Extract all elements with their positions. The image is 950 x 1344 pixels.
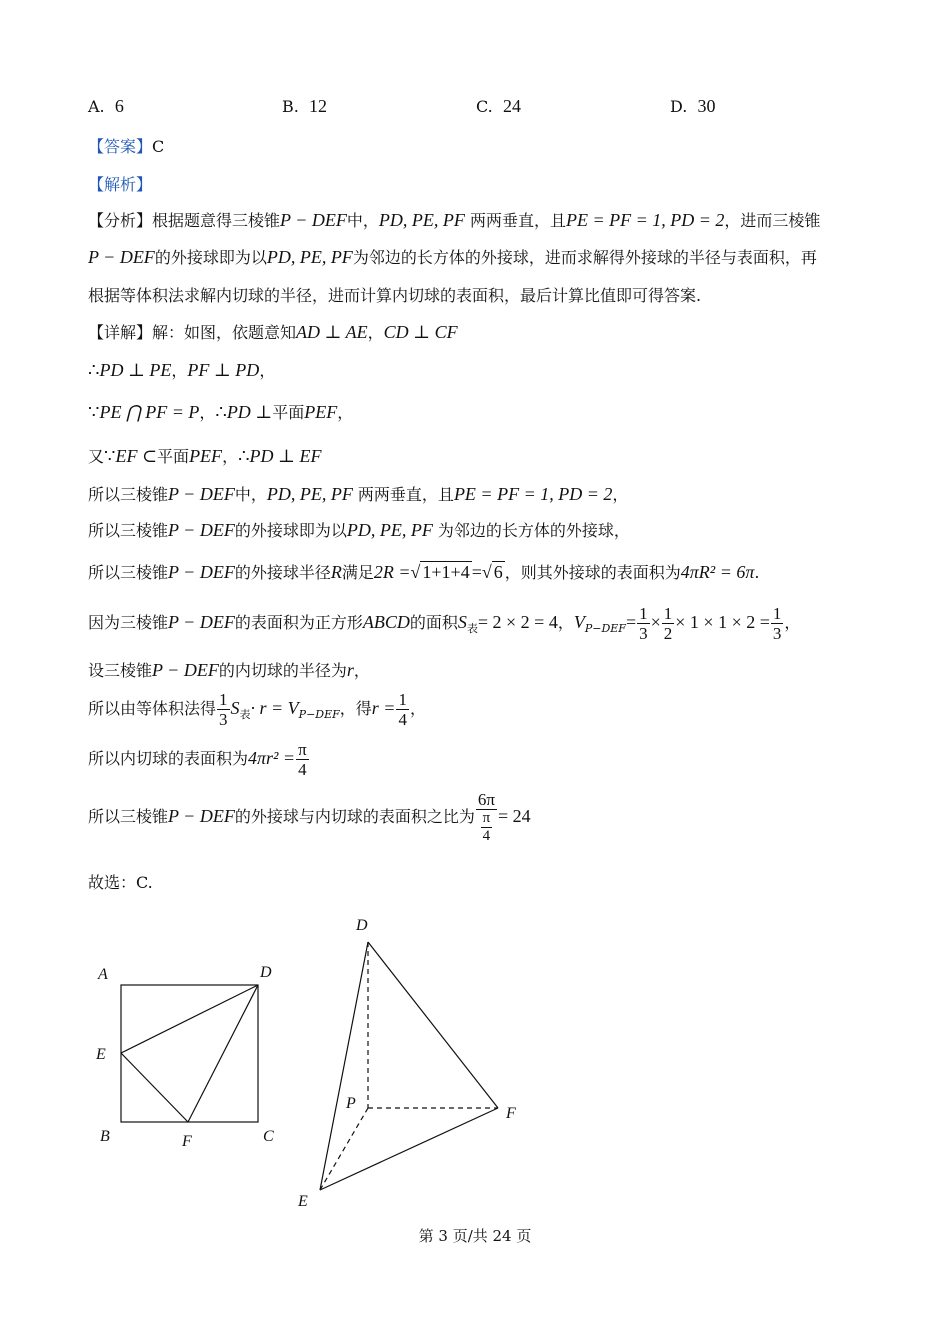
edge-pe: [320, 1108, 368, 1190]
analysis-line-1: 【分析】根据题意得三棱锥P − DEF中，PD, PE, PF 两两垂直，且PE = PF = 1, PD = 2，进而三棱锥: [88, 210, 821, 230]
page-number: 第 3 页/共 24 页: [418, 1227, 532, 1245]
edge-ef: [320, 1108, 498, 1190]
segment-ef: [121, 1053, 188, 1122]
option-d: D. 30: [670, 96, 716, 116]
answer-value: C: [152, 137, 165, 156]
option-a: A. 6: [88, 96, 124, 116]
detail-line-3: ∵PE ⋂ PF = P，∴PD ⊥平面PEF，: [88, 402, 354, 422]
detail-line-8: 因为三棱锥P − DEF的表面积为正方形ABCD的面积$S_表= 2 \times 2 = 4$，$V_{P-DEF}=$ $\frac{1}{3}$ × $\frac{1}{2}$ × 1 × 1 × 2 = $\frac{1}{3}$ ，: [88, 604, 801, 643]
analysis-line-2: P − DEF的外接球即为以PD, PE, PF为邻边的长方体的外接球，进而求解得外接球的半径与表面积，再: [88, 247, 817, 267]
label-f: F: [182, 1133, 192, 1150]
answer-tag: 【答案】: [88, 137, 153, 156]
label-d: D: [260, 964, 272, 981]
option-c: C. 24: [476, 96, 521, 116]
detail-choose: 故选：C.: [88, 873, 153, 892]
detail-line-7: 所以三棱锥P − DEF的外接球半径R满足2R =√ 1+1+4 =√ 6 ，则其外接球的表面积为4πR² = 6π.: [88, 562, 760, 582]
option-b: B. 12: [282, 96, 328, 116]
jiexi-tag: 【解析】: [88, 175, 153, 194]
figure-tetrahedron: [290, 910, 540, 1210]
label-e: E: [96, 1046, 106, 1063]
detail-line-9: 设三棱锥P − DEF的内切球的半径为r，: [88, 660, 370, 680]
label-c: C: [263, 1128, 274, 1145]
detail-line-10: 所以由等体积法得 $\frac{1}{3}$ $S_表\cdot r = V_{P-DEF}$，得r = $\frac{1}{4}$ ，: [88, 690, 426, 729]
analysis-line-3: 根据等体积法求解内切球的半径，进而计算内切球的表面积，最后计算比值即可得答案.: [88, 286, 702, 305]
detail-line-6: 所以三棱锥P − DEF的外接球即为以PD, PE, PF 为邻边的长方体的外接球，: [88, 520, 630, 540]
jiexi-line: [88, 172, 152, 195]
label-b: B: [100, 1128, 110, 1145]
detail-line-4: 又∵EF ⊂平面PEF，∴PD ⊥ EF: [88, 446, 322, 466]
edge-df: [368, 942, 498, 1108]
label-e: E: [298, 1193, 308, 1210]
segment-ed: [121, 985, 258, 1053]
label-a: A: [98, 966, 108, 983]
answer-line: [88, 134, 164, 157]
detail-line-11: 所以内切球的表面积为4πr² = $\frac{\pi}{4}$: [88, 740, 307, 779]
segment-fd: [188, 985, 258, 1122]
label-p: P: [346, 1095, 356, 1112]
detail-line-12: 所以三棱锥P − DEF的外接球与内切球的表面积之比为 $\frac{6\pi}{\frac{\pi}{4}}$ = 24: [88, 790, 531, 844]
figure-square: [88, 955, 288, 1155]
detail-line-2: ∴PD ⊥ PE，PF ⊥ PD，: [88, 360, 276, 380]
edge-de: [320, 942, 368, 1190]
square-abcd: [121, 985, 258, 1122]
detail-line-1: 【详解】解：如图，依题意知AD ⊥ AE，CD ⊥ CF: [88, 322, 458, 342]
detail-line-5: 所以三棱锥P − DEF中，PD, PE, PF 两两垂直，且PE = PF = 1, PD = 2，: [88, 484, 629, 504]
label-d: D: [356, 917, 368, 934]
label-f: F: [506, 1105, 516, 1122]
